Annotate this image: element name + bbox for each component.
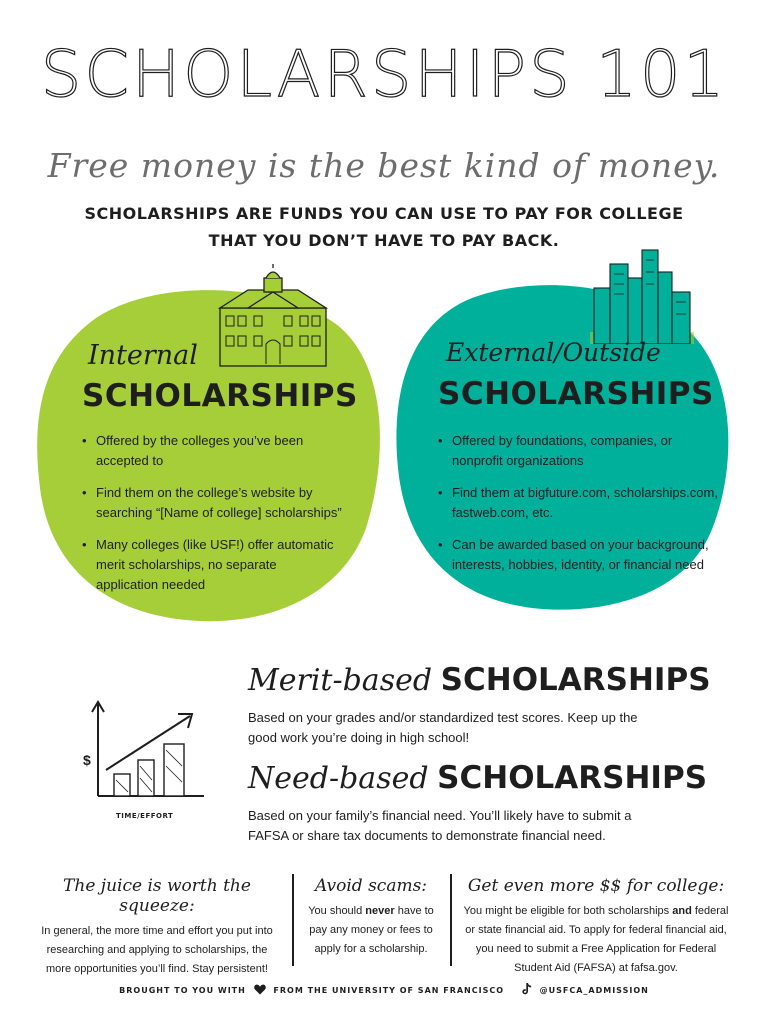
list-item: • Can be awarded based on your background, interests, hobbies, identity, or financial need <box>438 535 718 575</box>
tip-more-text <box>458 902 734 978</box>
list-item: • Offered by the colleges you’ve been accepted to <box>82 431 342 471</box>
footer-from: FROM THE UNIVERSITY OF SAN FRANCISCO <box>273 986 505 995</box>
need-bold: SCHOLARSHIPS <box>437 760 708 796</box>
tip-juice <box>34 876 280 979</box>
divider-1 <box>292 874 294 966</box>
intro-line-1: SCHOLARSHIPS ARE FUNDS YOU CAN USE TO PAY FOR COLLEGE <box>84 204 684 223</box>
heart-icon <box>254 984 266 995</box>
list-item: • Offered by foundations, companies, or nonprofit organizations <box>438 431 718 471</box>
internal-bullet-list <box>82 431 342 607</box>
footer-brought: BROUGHT TO YOU WITH <box>119 986 246 995</box>
merit-description: Based on your grades and/or standardized test scores. Keep up the good work you’re doing in high school! <box>248 710 638 745</box>
tip-juice-heading: The juice is worth the squeeze: <box>63 876 251 916</box>
footer <box>0 983 768 995</box>
tip-juice-text: In general, the more time and effort you put into researching and applying to scholarships, the more opportunities you’ll find. Stay persistent! <box>41 925 273 975</box>
need-heading <box>248 760 707 796</box>
intro-line-2: THAT YOU DON’T HAVE TO PAY BACK. <box>208 231 560 250</box>
tiktok-icon <box>522 983 532 995</box>
external-bullet-list <box>438 431 718 587</box>
tip-scams-text-b: have to pay any money or fees to apply for a scholarship. <box>309 905 434 955</box>
tip-scams-heading: Avoid scams: <box>314 876 428 896</box>
list-item: • Many colleges (like USF!) offer automatic merit scholarships, no separate application needed <box>82 535 342 595</box>
external-heading: SCHOLARSHIPS <box>438 376 714 412</box>
internal-script-heading: Internal <box>88 340 198 371</box>
building-icon <box>218 264 328 368</box>
graph-x-label: TIME/EFFORT <box>116 812 174 820</box>
city-skyline-icon <box>590 244 694 344</box>
page-title: SCHOLARSHIPS 101 <box>40 38 728 112</box>
need-description: Based on your family’s financial need. You’ll likely have to submit a FAFSA or share tax documents to demonstrate financial need. <box>248 808 632 843</box>
merit-script: Merit-based <box>248 663 433 698</box>
merit-heading <box>248 662 711 698</box>
graph-y-label: $ <box>83 752 91 768</box>
list-item: • Find them on the college’s website by searching “[Name of college] scholarships” <box>82 483 342 523</box>
tip-scams-text-a: You should <box>308 905 366 917</box>
tip-more-text-a: You might be eligible for both scholarships <box>463 905 673 917</box>
tagline: Free money is the best kind of money. <box>47 146 721 185</box>
merit-bold: SCHOLARSHIPS <box>440 662 711 698</box>
internal-heading: SCHOLARSHIPS <box>82 378 358 414</box>
need-script: Need-based <box>248 761 429 796</box>
tip-more-heading: Get even more $$ for college: <box>467 876 725 896</box>
divider-2 <box>450 874 452 966</box>
external-script-heading: External/Outside <box>446 338 661 367</box>
list-item: • Find them at bigfuture.com, scholarships.com, fastweb.com, etc. <box>438 483 718 523</box>
tip-more-text-b: federal or state financial aid. To apply for federal financial aid, you need to submit a Free Application for Federal Student Aid (FAFSA) at fafsa.gov. <box>465 905 729 974</box>
tip-scams-text-bold: never <box>365 905 395 917</box>
tip-more <box>458 876 734 978</box>
growth-graph-icon <box>80 700 210 812</box>
tip-more-text-bold: and <box>672 905 692 917</box>
tip-scams <box>300 876 442 959</box>
tip-scams-text <box>300 902 442 959</box>
footer-handle: @USFCA_ADMISSION <box>539 986 649 995</box>
